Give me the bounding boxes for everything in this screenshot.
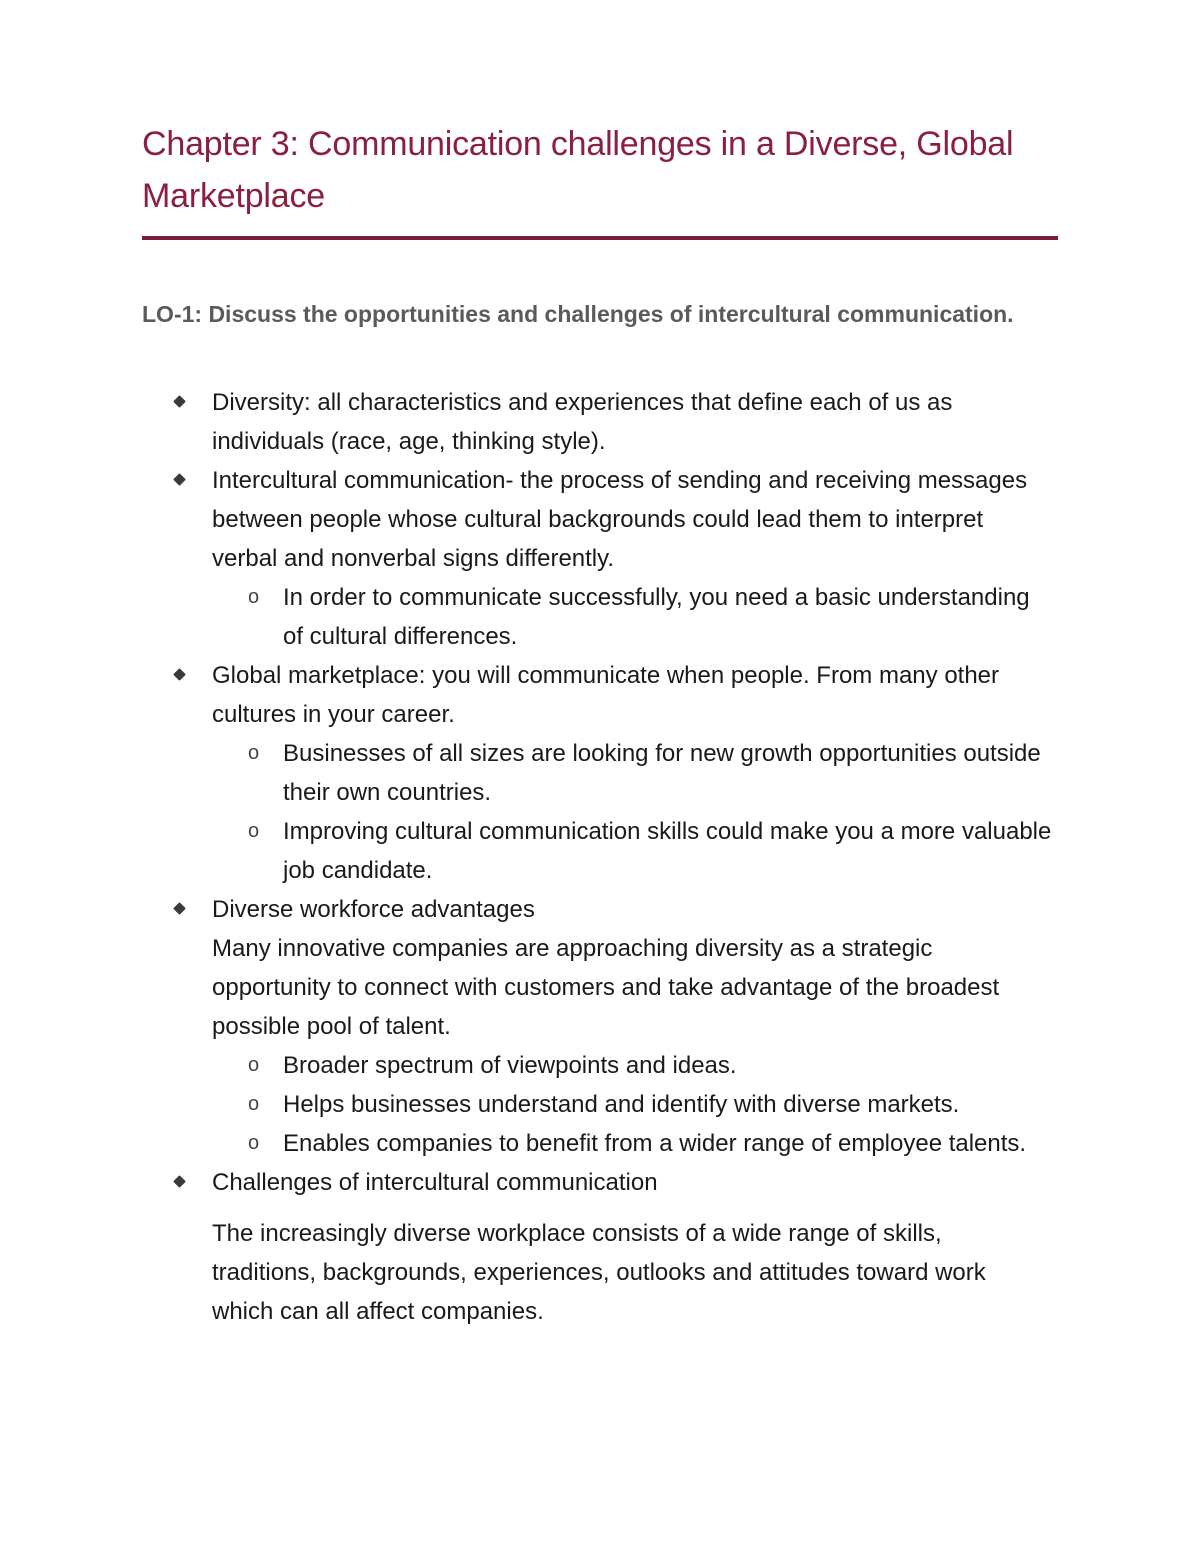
circle-bullet-icon: o xyxy=(248,1054,260,1076)
sub-list xyxy=(212,734,1052,890)
circle-bullet-icon: o xyxy=(248,1093,260,1115)
diamond-bullet-icon xyxy=(173,1175,186,1188)
circle-bullet-icon: o xyxy=(248,820,260,842)
bullet-list xyxy=(0,383,1200,1331)
sub-list-item xyxy=(248,734,1053,812)
title-divider xyxy=(142,236,1058,240)
sub-list xyxy=(212,1046,1052,1163)
sub-list-item xyxy=(248,578,1053,656)
list-item-text: Challenges of intercultural communication xyxy=(212,1169,658,1196)
list-item xyxy=(0,890,1052,1163)
circle-bullet-icon: o xyxy=(248,1132,260,1154)
sub-list-item-text: Broader spectrum of viewpoints and ideas. xyxy=(283,1052,737,1079)
diamond-bullet-icon xyxy=(173,668,186,681)
list-item xyxy=(0,383,1052,461)
list-item-text: Diversity: all characteristics and experiences that define each of us as individuals (race, age, thinking style). xyxy=(212,389,953,455)
list-item-text: Intercultural communication- the process of sending and receiving messages between people whose cultural backgrounds could lead them to interpret verbal and nonverbal signs differently. xyxy=(212,467,1028,572)
diamond-bullet-icon xyxy=(173,395,186,408)
list-item-paragraph: Many innovative companies are approaching diversity as a strategic opportunity to connect with customers and take advantage of the broadest possible pool of talent. xyxy=(212,935,1000,1040)
notes-content xyxy=(0,383,1200,1331)
list-item-text: Global marketplace: you will communicate when people. From many other cultures in your career. xyxy=(212,662,1000,728)
circle-bullet-icon: o xyxy=(248,742,260,764)
list-item xyxy=(0,1163,1052,1331)
sub-list-item-text: Businesses of all sizes are looking for new growth opportunities outside their own countries. xyxy=(283,740,1041,806)
sub-list-item-text: Improving cultural communication skills could make you a more valuable job candidate. xyxy=(283,818,1052,884)
circle-bullet-icon: o xyxy=(248,586,260,608)
sub-list-item-text: Helps businesses understand and identify with diverse markets. xyxy=(283,1091,960,1118)
list-item xyxy=(0,461,1052,656)
sub-list-item-text: In order to communicate successfully, you need a basic understanding of cultural differences. xyxy=(283,584,1030,650)
sub-list-item-text: Enables companies to benefit from a wider range of employee talents. xyxy=(283,1130,1027,1157)
diamond-bullet-icon xyxy=(173,473,186,486)
sub-list xyxy=(212,578,1052,656)
list-item xyxy=(0,656,1052,890)
chapter-title: Chapter 3: Communication challenges in a Diverse, Global Marketplace xyxy=(142,125,1014,215)
sub-list-item xyxy=(248,1085,1053,1124)
diamond-bullet-icon xyxy=(173,902,186,915)
sub-list-item xyxy=(248,1046,1053,1085)
lo-heading: LO-1: Discuss the opportunities and challenges of intercultural communication. xyxy=(142,301,1014,327)
sub-list-item xyxy=(248,812,1053,890)
list-item-text: Diverse workforce advantages xyxy=(212,896,535,923)
list-item-paragraph: The increasingly diverse workplace consists of a wide range of skills, traditions, backgrounds, experiences, outlooks and attitudes toward work which can all affect companies. xyxy=(212,1220,986,1325)
sub-list-item xyxy=(248,1124,1053,1163)
